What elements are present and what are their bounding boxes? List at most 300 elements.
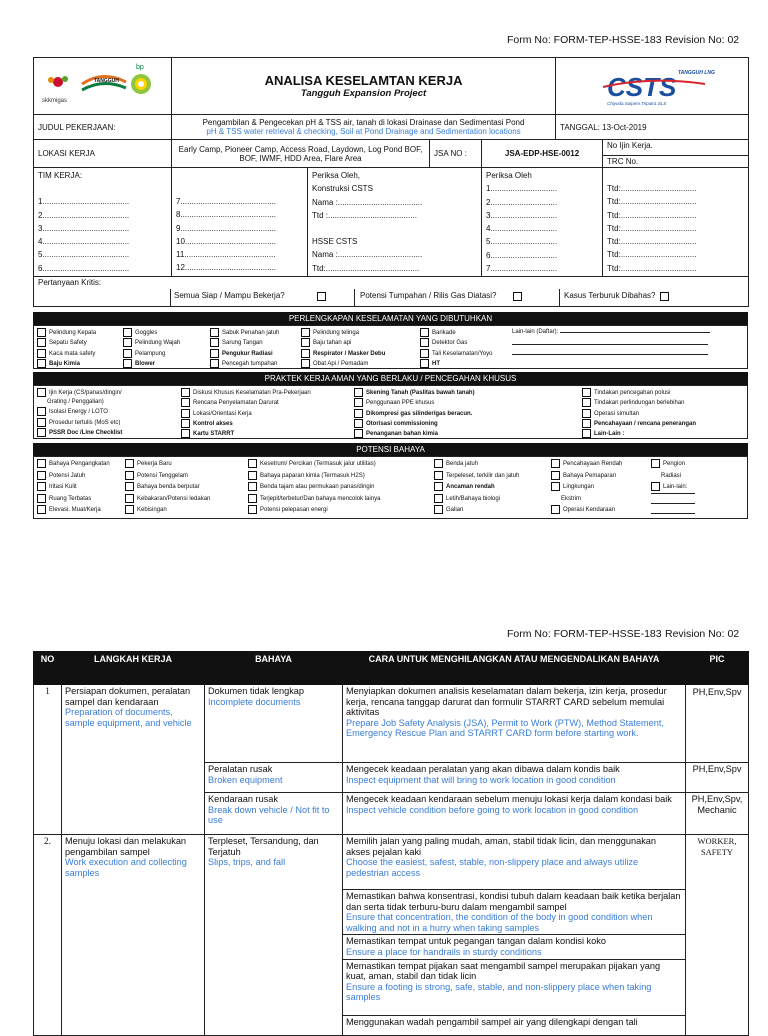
checkbox[interactable]: [37, 482, 46, 491]
checklist-label: Bahaya Pemaparan: [563, 472, 617, 479]
ppe-col-1: [37, 328, 96, 369]
checklist-label: Sepatu Safety: [49, 340, 87, 347]
checklist-item[interactable]: [37, 398, 122, 407]
svg-text:CSTS: CSTS: [607, 72, 677, 102]
checkbox[interactable]: [181, 388, 190, 397]
team-line: 4.......................................: [38, 237, 130, 247]
checklist-label: Kaca mata safety: [49, 350, 96, 357]
checkbox[interactable]: [582, 388, 591, 397]
tanggal: TANGGAL: 13-Oct-2019: [556, 115, 749, 140]
checkbox[interactable]: [123, 349, 132, 358]
team-line: 11.........................................: [176, 250, 276, 260]
checklist-item[interactable]: [181, 398, 311, 408]
checklist-item[interactable]: [125, 471, 210, 483]
checkbox[interactable]: [248, 471, 257, 480]
team-line: 8...........................................: [176, 210, 277, 220]
checklist-item[interactable]: [210, 349, 279, 359]
checklist-label: Baju Kimia: [49, 360, 81, 367]
checkbox[interactable]: [434, 494, 443, 503]
checkbox[interactable]: [181, 429, 190, 438]
checklist-item[interactable]: [181, 409, 311, 419]
checklist-item[interactable]: [551, 505, 622, 517]
checklist-item[interactable]: [37, 359, 96, 369]
checklist-label: Tindakan perlindungan berlebihan: [594, 400, 685, 407]
checkbox[interactable]: [354, 409, 363, 418]
checklist-item[interactable]: [125, 459, 210, 471]
checkbox[interactable]: [125, 505, 134, 514]
checkbox[interactable]: [210, 359, 219, 368]
checkbox[interactable]: [354, 388, 363, 397]
checklist-item[interactable]: [37, 407, 122, 417]
checklist-item[interactable]: [354, 398, 475, 408]
checklist-item[interactable]: [125, 505, 210, 517]
checklist-label: Penggunaan PPE khusus: [366, 400, 435, 407]
lokasi-value: Early Camp, Pioneer Camp, Access Road, Laydown, Log Pond BOF, BOF, IWMF, HDD Area, Flare Area: [172, 140, 430, 168]
safe-work-section-title: PRAKTEK KERJA AMAN YANG BERLAKU / PENCEGAHAN KHUSUS: [33, 372, 748, 385]
checklist-item[interactable]: [354, 409, 475, 419]
step-1-langkah: [62, 685, 205, 835]
checklist-item[interactable]: [123, 359, 180, 369]
checklist-label: Tali Keselamatan/Yoyo: [432, 350, 493, 357]
periksa2-label: Periksa Oleh: [486, 171, 532, 180]
logo-left-cell: [34, 58, 172, 115]
form-subtitle: Tangguh Expansion Project: [300, 88, 427, 99]
checklist-item[interactable]: [123, 328, 180, 338]
header-cara: CARA UNTUK MENGHILANGKAN ATAU MENGENDALIKAN BAHAYA: [343, 652, 686, 685]
checkbox[interactable]: [420, 338, 429, 347]
checklist-item[interactable]: [181, 419, 311, 429]
periksa-line: 3..............................: [486, 210, 558, 220]
checklist-label: Sabuk Penahan jatuh: [222, 330, 280, 337]
question-3-text: Kasus Terburuk Dibahas?: [564, 291, 656, 301]
checkbox[interactable]: [37, 471, 46, 480]
checkbox[interactable]: [248, 505, 257, 514]
checkbox[interactable]: [125, 471, 134, 480]
hazard-col-2: [125, 459, 210, 517]
checklist-item[interactable]: [37, 418, 122, 428]
checkbox[interactable]: [123, 328, 132, 337]
question-1-text: Semua Siap / Mampu Bekerja?: [174, 291, 285, 301]
checklist-label: Penanganan bahan kimia: [366, 431, 439, 438]
checklist-label: Bahaya benda berputar: [137, 484, 200, 491]
checklist-item[interactable]: [123, 338, 180, 348]
checklist-item[interactable]: [551, 459, 622, 471]
checkbox[interactable]: [551, 482, 560, 491]
step-2-cara-3: [343, 935, 686, 959]
nama-line: Nama :......................................: [312, 197, 423, 207]
checklist-item[interactable]: [582, 398, 696, 408]
nama-line: Nama :......................................: [312, 250, 423, 260]
checklist-item[interactable]: [301, 328, 385, 338]
title-cell: [172, 58, 556, 115]
checklist-label: HT: [432, 360, 440, 367]
checkbox[interactable]: [420, 359, 429, 368]
checklist-item[interactable]: [582, 429, 696, 439]
checklist-label: Grating / Penggalian): [47, 399, 104, 406]
ttd-line: Ttd:..................................: [607, 210, 697, 220]
checkbox[interactable]: [248, 494, 257, 503]
step-1-bahaya-3: [205, 793, 343, 835]
checklist-item[interactable]: [210, 359, 279, 369]
checklist-label: Letih/Bahaya biologi: [446, 495, 501, 502]
checklist-label: Pelindung Wajah: [135, 340, 181, 347]
checklist-label: Bahaya paparan kimia (Termasuk H2S): [260, 472, 365, 479]
judul-cell: [172, 115, 556, 140]
checklist-item[interactable]: [651, 459, 687, 471]
checklist-label: Kartu STARRT: [193, 431, 235, 438]
checkbox[interactable]: [248, 459, 257, 468]
checklist-item[interactable]: [37, 388, 122, 398]
periksa-line: 6..............................: [486, 250, 558, 260]
tim-kerja-label: TIM KERJA:: [38, 171, 83, 180]
safe-col-2: [181, 388, 311, 439]
question-2-checkbox[interactable]: [513, 292, 522, 301]
checklist-item[interactable]: [37, 338, 96, 348]
cara-id: Mengecek keadaan peralatan yang akan dibawa dalam kondis baik: [346, 764, 620, 774]
checklist-item[interactable]: [301, 359, 385, 369]
trc-no: TRC No.: [607, 157, 639, 166]
checklist-item[interactable]: [37, 428, 122, 438]
cara-en: Ensure that concentration, the condition of the body in good condition when walking and not in a hurry when taking samples: [346, 912, 653, 933]
checkbox[interactable]: [248, 482, 257, 491]
checklist-label: Baju tahan api: [313, 340, 352, 347]
checkbox[interactable]: [125, 494, 134, 503]
checkbox[interactable]: [181, 409, 190, 418]
ttd-line: Ttd :........................................: [312, 210, 417, 220]
checkbox[interactable]: [651, 459, 660, 468]
checklist-item[interactable]: [37, 482, 110, 494]
lokasi-label: LOKASI KERJA: [34, 140, 172, 168]
checkbox[interactable]: [551, 505, 560, 514]
jsa-no-label: JSA NO :: [430, 140, 482, 168]
revision-number-2: Revision No: 02: [665, 628, 740, 640]
hazard-col-3: [248, 459, 380, 517]
team-line: 3.......................................: [38, 223, 130, 233]
checkbox[interactable]: [37, 407, 46, 416]
checklist-label: Pengion: [663, 461, 686, 468]
question-1-checkbox[interactable]: [317, 292, 326, 301]
langkah-en: Preparation of documents, sample equipment, and vehicle: [65, 707, 192, 728]
checklist-label: Radiasi: [661, 472, 682, 479]
checkbox[interactable]: [125, 459, 134, 468]
checkbox[interactable]: [354, 419, 363, 428]
checklist-label: Barikade: [432, 330, 456, 337]
checkbox[interactable]: [651, 482, 660, 491]
checklist-label: Lain-lain:: [663, 484, 688, 491]
step-1-cara-3: [343, 793, 686, 835]
checklist-item[interactable]: [354, 429, 475, 439]
checklist-item[interactable]: [37, 471, 110, 483]
checklist-label: Pelampung: [135, 350, 166, 357]
checklist-item[interactable]: [248, 482, 380, 494]
checklist-item[interactable]: [125, 482, 210, 494]
svg-text:bp: bp: [136, 64, 144, 71]
judul-id: Pengambilan & Pengecekan pH & TSS air, tanah di lokasi Drainase dan Sedimentasi Pond: [202, 118, 525, 127]
cara-en: Choose the easiest, safest, stable, non-slippery place and always utilize pedestrian access: [346, 857, 639, 878]
checklist-item[interactable]: [434, 505, 519, 517]
checklist-item[interactable]: [582, 409, 696, 419]
checkbox[interactable]: [210, 328, 219, 337]
cara-id: Menyiapkan dokumen analisis keselamatan dalam bekerja, izin kerja, prosedur kerja, rencana tanggap darurat dan formulir STARRT CARD sebelum memulai aktivitas: [346, 686, 667, 718]
checklist-item[interactable]: [434, 471, 519, 483]
hazard-col-4: [434, 459, 519, 517]
checkbox[interactable]: [181, 419, 190, 428]
ttd-line: Ttd:..................................: [607, 223, 697, 233]
checklist-item[interactable]: [301, 349, 385, 359]
checklist-label: Operasi simultan: [594, 410, 640, 417]
checklist-item[interactable]: [301, 338, 385, 348]
bahaya-id: Kendaraan rusak: [208, 794, 278, 804]
checklist-item[interactable]: [181, 429, 311, 439]
ttd-line: Ttd:..................................: [607, 197, 697, 207]
checkbox[interactable]: [37, 505, 46, 514]
team-line: 2.......................................: [38, 210, 130, 220]
step-1-pic-1: PH,Env,Spv: [686, 685, 749, 763]
checkbox[interactable]: [37, 428, 46, 437]
periksa-line: 2..............................: [486, 197, 558, 207]
cara-id: Memastikan tempat untuk pegangan tangan dalam kondisi koko: [346, 936, 606, 947]
cara-en: Ensure a place for handrails in sturdy conditions: [346, 946, 542, 957]
checkbox[interactable]: [210, 349, 219, 358]
safe-work-section-box: [33, 385, 748, 439]
checkbox[interactable]: [37, 328, 46, 337]
checklist-item[interactable]: [354, 388, 475, 398]
team-left-cell: [34, 168, 172, 277]
ttd-list-cell: [603, 168, 749, 277]
team-line: 10.........................................: [176, 236, 277, 246]
team-line: 7...........................................: [176, 197, 277, 206]
bahaya-id: Dokumen tidak lengkap: [208, 686, 305, 696]
checklist-label: Potensi Tenggelam: [137, 472, 188, 479]
step-2-langkah: [62, 835, 205, 1036]
checkbox[interactable]: [301, 328, 310, 337]
checklist-item[interactable]: [551, 482, 622, 494]
checklist-label: Dikompresi gas silinder/gas beracun.: [366, 410, 473, 417]
checklist-label: Pencahayaan / rencana penerangan: [594, 420, 697, 427]
checklist-item[interactable]: [551, 471, 622, 483]
svg-text:skkmigas: skkmigas: [42, 98, 68, 104]
periksa-line: 1..............................: [486, 184, 558, 194]
checklist-item[interactable]: [434, 494, 519, 506]
checklist-item[interactable]: [248, 494, 380, 506]
cara-id: Memilih jalan yang paling mudah, aman, stabil tidak licin, dan menggunakan akses pejalan kaki: [346, 836, 657, 857]
checklist-label: Potensi Jatuh: [49, 472, 86, 479]
critical-questions-cell: [34, 277, 749, 307]
checkbox[interactable]: [582, 398, 591, 407]
checklist-item[interactable]: [582, 388, 696, 398]
checklist-item[interactable]: [248, 471, 380, 483]
checklist-label: Sarung Tangan: [222, 340, 263, 347]
checklist-label: Goggles: [135, 330, 158, 337]
hazard-col-5: [551, 459, 622, 517]
checklist-item[interactable]: [37, 349, 96, 359]
checklist-item[interactable]: [651, 471, 687, 483]
safe-col-3: [354, 388, 475, 439]
csts-logo: [577, 60, 727, 110]
checkbox[interactable]: [354, 398, 363, 407]
checklist-label: Lokasi/Orientasi Kerja: [193, 410, 252, 417]
question-3-checkbox[interactable]: [660, 292, 669, 301]
ijin-cell: [603, 140, 749, 168]
checklist-label: Elevasi. Muat/Kerja: [49, 507, 101, 514]
checklist-item[interactable]: [210, 338, 279, 348]
step-2-cara-5: [343, 1015, 686, 1035]
periksa-label: Periksa Oleh,: [312, 171, 361, 180]
checkbox[interactable]: [301, 349, 310, 358]
checkbox[interactable]: [434, 482, 443, 491]
checklist-label: Kebakaran/Potensi ledakan: [137, 495, 211, 502]
checkbox[interactable]: [37, 459, 46, 468]
checkbox[interactable]: [37, 359, 46, 368]
checkbox[interactable]: [434, 459, 443, 468]
hazard-col-6: [651, 459, 687, 494]
checkbox[interactable]: [37, 494, 46, 503]
header-pic: PIC: [686, 652, 749, 685]
bahaya-en: Slips, trips, and fall: [208, 857, 286, 868]
team-mid-cell: [172, 168, 308, 277]
cara-en: Ensure a footing is strong, safe, stable, and non-slippery place when taking samples: [346, 981, 652, 1003]
checklist-label: Lingkungan: [563, 484, 595, 491]
checkbox[interactable]: [123, 359, 132, 368]
checkbox[interactable]: [420, 328, 429, 337]
checklist-item[interactable]: [582, 419, 696, 429]
hazard-col-1: [37, 459, 110, 517]
svg-text:Chiyoda.Saipem.Tripatra.SLS: Chiyoda.Saipem.Tripatra.SLS: [607, 101, 667, 106]
checklist-item[interactable]: [248, 459, 380, 471]
checklist-item[interactable]: [123, 349, 180, 359]
safe-col-1: [37, 388, 122, 438]
checklist-item[interactable]: [434, 459, 519, 471]
cara-id: Memastikan bahwa konsentrasi, kondisi tubuh dalam keadaan baik ketika berjalan dan serta tidak terburu-buru dalam mengambil sampel: [346, 891, 681, 912]
checkbox[interactable]: [123, 338, 132, 347]
checklist-item[interactable]: [434, 482, 519, 494]
judul-en: pH & TSS water retrieval & checking, Soil at Pond Drainage and Sedimentation locations: [206, 127, 521, 136]
checklist-label: Diskusi Khusus Keselamatan Pra-Pekerjaan: [193, 390, 311, 397]
checklist-label: Benda tajam atau permukaan panas/dingin: [260, 484, 375, 491]
svg-text:TANGGUH LNG: TANGGUH LNG: [678, 70, 715, 76]
checklist-item[interactable]: [37, 505, 110, 517]
checkbox[interactable]: [37, 338, 46, 347]
checkbox[interactable]: [434, 471, 443, 480]
checkbox[interactable]: [582, 419, 591, 428]
checklist-item[interactable]: [354, 419, 475, 429]
checkbox[interactable]: [582, 429, 591, 438]
checklist-label: Ancaman rendah: [446, 484, 495, 491]
team-line: 1.......................................: [38, 197, 130, 207]
checkbox[interactable]: [434, 505, 443, 514]
ttd-line: Ttd:..................................: [607, 263, 697, 273]
no-ijin-kerja: No Ijin Kerja.: [603, 140, 748, 156]
checkbox[interactable]: [37, 388, 46, 397]
checklist-label: Ekstrim: [561, 495, 581, 502]
checklist-item[interactable]: [651, 482, 687, 494]
form-number-2: Form No: FORM-TEP-HSSE-183: [507, 628, 662, 640]
periksa-line: 5..............................: [486, 237, 558, 247]
checkbox[interactable]: [210, 338, 219, 347]
checklist-item[interactable]: [420, 338, 492, 348]
checkbox[interactable]: [354, 429, 363, 438]
checkbox[interactable]: [551, 459, 560, 468]
ttd-line: Ttd:..................................: [607, 237, 697, 247]
checklist-label: Pelindung telinga: [313, 330, 360, 337]
step-1-cara-1: [343, 685, 686, 763]
checklist-label: Terpeleset, terkilir dan jatuh: [446, 472, 520, 479]
checklist-item[interactable]: [248, 505, 380, 517]
team-line: 5.......................................: [38, 250, 130, 260]
hazard-section-box: [33, 456, 748, 519]
checklist-item[interactable]: [210, 328, 279, 338]
checklist-label: Ijin Kerja (CS/panas/dingin/: [49, 390, 122, 397]
checklist-label: Benda jatuh: [446, 461, 479, 468]
bahaya-en: Incomplete documents: [208, 696, 301, 707]
cara-id: Menggunakan wadah pengambil sampel air yang dilengkapi dengan tali: [346, 1016, 638, 1027]
header-bahaya: BAHAYA: [205, 652, 343, 685]
skkmigas-tangguh-bp-logo: [38, 60, 166, 110]
checklist-item[interactable]: [125, 494, 210, 506]
ppe-col-5: [420, 328, 492, 369]
periksa-csts-cell: [308, 168, 482, 277]
ppe-col-4: [301, 328, 385, 369]
lain-lain-label: Lain-lain (Daftar):: [512, 329, 559, 335]
langkah-id: Persiapan dokumen, peralatan sampel dan kendaraan: [65, 686, 191, 707]
checklist-item[interactable]: [37, 328, 96, 338]
checklist-item[interactable]: [37, 459, 110, 471]
checkbox[interactable]: [37, 349, 46, 358]
step-1-bahaya-2: [205, 763, 343, 793]
lain-lain-daftar: [512, 328, 710, 355]
step-2-no: 2.: [34, 835, 62, 1036]
checkbox[interactable]: [301, 338, 310, 347]
checklist-label: Rencana Penyelamatan Darurat: [193, 400, 279, 407]
hsse-label: HSSE CSTS: [312, 237, 358, 247]
header-langkah: LANGKAH KERJA: [62, 652, 205, 685]
svg-text:TANGGUH: TANGGUH: [94, 78, 119, 84]
checkbox[interactable]: [551, 471, 560, 480]
checklist-label: Blower: [135, 360, 156, 367]
checklist-item[interactable]: [37, 494, 110, 506]
bahaya-en: Break down vehicle / Not fit to use: [208, 804, 330, 826]
checkbox[interactable]: [420, 349, 429, 358]
checklist-item[interactable]: [420, 359, 492, 369]
checklist-item[interactable]: [551, 494, 622, 506]
step-1-no: 1: [34, 685, 62, 835]
jsa-steps-table: [33, 651, 749, 1036]
konstruksi-label: Konstruksi CSTS: [312, 184, 373, 194]
jsa-no-value: JSA-EDP-HSE-0012: [482, 140, 603, 168]
checkbox[interactable]: [301, 359, 310, 368]
checklist-label: Terjepit/terbetur/Dan bahaya mencolok lainya: [260, 495, 381, 502]
form-number: Form No: FORM-TEP-HSSE-183: [507, 34, 662, 46]
checklist-label: Lain-Lain :: [594, 431, 625, 438]
checkbox[interactable]: [582, 409, 591, 418]
checklist-label: Pelindung Kepala: [49, 330, 97, 337]
checkbox[interactable]: [181, 398, 190, 407]
ppe-section-box: [33, 325, 748, 369]
bahaya-en: Broken equipment: [208, 774, 283, 785]
ppe-section-title: PERLENGKAPAN KESELAMATAN YANG DIBUTUHKAN: [33, 312, 748, 325]
step-2-cara-1: [343, 835, 686, 890]
checklist-item[interactable]: [181, 388, 311, 398]
checklist-item[interactable]: [420, 349, 492, 359]
checkbox[interactable]: [37, 418, 46, 427]
checklist-item[interactable]: [420, 328, 492, 338]
checklist-label: Tindakan pencegahan polusi: [594, 390, 671, 397]
question-3: [564, 291, 672, 300]
logo-right-cell: [556, 58, 749, 115]
checkbox[interactable]: [125, 482, 134, 491]
ppe-col-2: [123, 328, 180, 369]
checklist-label: PSSR Doc /Line Checklist: [49, 430, 123, 437]
